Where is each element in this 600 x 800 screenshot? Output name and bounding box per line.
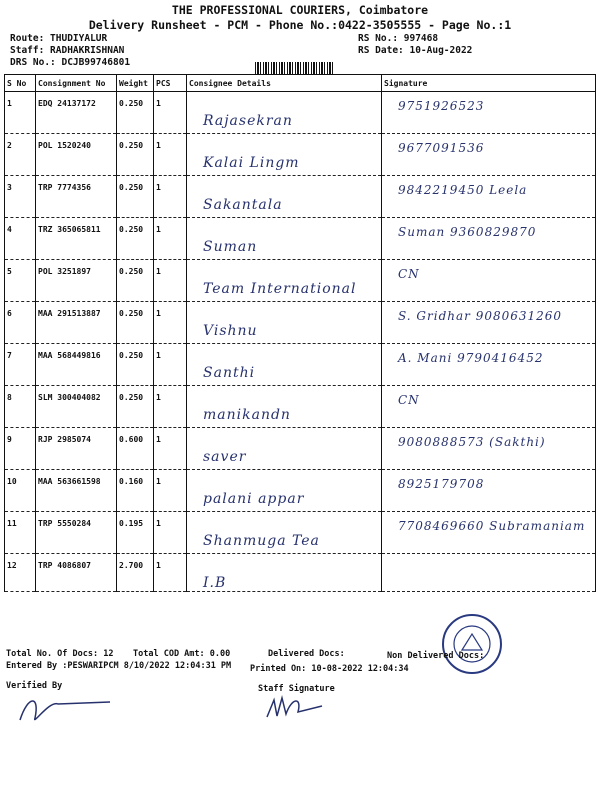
consignee-cell (187, 218, 382, 260)
consignment-cell: MAA 568449816 (36, 344, 117, 386)
consignee-cell (187, 428, 382, 470)
signature-handwriting: 7708469660 Subramaniam (398, 519, 586, 533)
consignment-cell: RJP 2985074 (36, 428, 117, 470)
consignee-cell (187, 554, 382, 592)
signature-cell (382, 344, 596, 386)
sno-cell: 10 (5, 470, 36, 512)
signature-cell (382, 512, 596, 554)
pcs-cell: 1 (154, 512, 187, 554)
table-row (5, 260, 596, 302)
table-row (5, 344, 596, 386)
pcs-cell: 1 (154, 302, 187, 344)
col-signature: Signature (382, 75, 596, 92)
consignee-cell (187, 386, 382, 428)
table-row (5, 218, 596, 260)
verified-by-label: Verified By (6, 681, 63, 691)
rs-number: RS No.: 997468 (358, 33, 439, 44)
weight-cell: 0.195 (117, 512, 154, 554)
signature-handwriting: 9080888573 (Sakthi) (398, 435, 546, 449)
weight-cell: 0.250 (117, 344, 154, 386)
weight-cell: 0.250 (117, 134, 154, 176)
total-docs: Total No. Of Docs: 12 (6, 649, 114, 659)
weight-cell: 0.250 (117, 218, 154, 260)
route: Route: THUDIYALUR (10, 33, 108, 44)
consignee-handwriting: Vishnu (203, 323, 258, 339)
table-row (5, 554, 596, 592)
signature-cell (382, 218, 596, 260)
weight-cell: 0.250 (117, 92, 154, 134)
staff-signature-label: Staff Signature (258, 684, 335, 694)
signature-cell (382, 428, 596, 470)
rs-date: RS Date: 10-Aug-2022 (358, 45, 473, 56)
verifier-signature (10, 690, 120, 728)
sno-cell: 4 (5, 218, 36, 260)
pcs-cell: 1 (154, 260, 187, 302)
weight-cell: 2.700 (117, 554, 154, 592)
sno-cell: 8 (5, 386, 36, 428)
table-row (5, 134, 596, 176)
consignment-cell: SLM 300404082 (36, 386, 117, 428)
consignment-cell: POL 1520240 (36, 134, 117, 176)
delivered-docs: Delivered Docs: (268, 649, 345, 659)
sno-cell: 12 (5, 554, 36, 592)
consignee-cell (187, 302, 382, 344)
consignee-cell (187, 512, 382, 554)
consignee-handwriting: Santhi (203, 365, 256, 381)
consignment-cell: TRP 4086807 (36, 554, 117, 592)
table-row (5, 470, 596, 512)
consignee-handwriting: Shanmuga Tea (203, 533, 320, 549)
pcs-cell: 1 (154, 176, 187, 218)
signature-cell (382, 554, 596, 592)
signature-handwriting: 9751926523 (398, 99, 485, 113)
sno-cell: 5 (5, 260, 36, 302)
pcs-cell: 1 (154, 554, 187, 592)
signature-cell (382, 92, 596, 134)
sno-cell: 1 (5, 92, 36, 134)
signature-handwriting: CN (398, 267, 420, 281)
consignee-cell (187, 260, 382, 302)
signature-handwriting: 9677091536 (398, 141, 485, 155)
signature-cell (382, 260, 596, 302)
weight-cell: 0.250 (117, 260, 154, 302)
printed-on: Printed On: 10-08-2022 12:04:34 (250, 664, 409, 674)
pcs-cell: 1 (154, 344, 187, 386)
signature-cell (382, 302, 596, 344)
table-row (5, 176, 596, 218)
consignee-cell (187, 92, 382, 134)
consignee-handwriting: Rajasekran (203, 113, 293, 129)
signature-cell (382, 386, 596, 428)
table-row (5, 428, 596, 470)
consignee-handwriting: Team International (203, 281, 357, 297)
bank-stamp (440, 612, 504, 676)
consignee-cell (187, 176, 382, 218)
consignment-cell: TRP 5550284 (36, 512, 117, 554)
consignment-cell: TRZ 365065811 (36, 218, 117, 260)
consignee-cell (187, 134, 382, 176)
sno-cell: 7 (5, 344, 36, 386)
company-title: THE PROFESSIONAL COURIERS, Coimbatore (171, 3, 429, 17)
table-row (5, 512, 596, 554)
col-consignee: Consignee Details (187, 75, 382, 92)
consignment-cell: MAA 291513887 (36, 302, 117, 344)
consignee-cell (187, 470, 382, 512)
sno-cell: 3 (5, 176, 36, 218)
consignee-cell (187, 344, 382, 386)
consignee-handwriting: I.B (203, 575, 227, 591)
total-cod: Total COD Amt: 0.00 (133, 649, 231, 659)
sno-cell: 6 (5, 302, 36, 344)
barcode (255, 62, 333, 74)
runsheet-table (4, 74, 596, 592)
col-weight: Weight (117, 75, 154, 92)
consignment-cell: MAA 563661598 (36, 470, 117, 512)
signature-handwriting: CN (398, 393, 420, 407)
consignee-handwriting: manikandn (203, 407, 291, 423)
signature-handwriting: 9842219450 Leela (398, 183, 528, 197)
table-row (5, 386, 596, 428)
consignment-cell: TRP 7774356 (36, 176, 117, 218)
weight-cell: 0.250 (117, 176, 154, 218)
pcs-cell: 1 (154, 218, 187, 260)
pcs-cell: 1 (154, 92, 187, 134)
consignee-handwriting: palani appar (203, 491, 305, 507)
sno-cell: 9 (5, 428, 36, 470)
staff: Staff: RADHAKRISHNAN (10, 45, 125, 56)
signature-handwriting: 8925179708 (398, 477, 485, 491)
sno-cell: 2 (5, 134, 36, 176)
table-row (5, 302, 596, 344)
consignee-handwriting: Kalai Lingm (203, 155, 300, 171)
signature-handwriting: A. Mani 9790416452 (398, 351, 544, 365)
consignment-cell: POL 3251897 (36, 260, 117, 302)
table-row (5, 92, 596, 134)
staff-signature (262, 692, 332, 722)
consignee-handwriting: saver (203, 449, 247, 465)
pcs-cell: 1 (154, 134, 187, 176)
consignee-handwriting: Suman (203, 239, 258, 255)
weight-cell: 0.600 (117, 428, 154, 470)
runsheet-title: Delivery Runsheet - PCM - Phone No.:0422-3505555 - Page No.:1 (88, 18, 512, 32)
signature-handwriting: Suman 9360829870 (398, 225, 537, 239)
signature-cell (382, 470, 596, 512)
signature-cell (382, 176, 596, 218)
weight-cell: 0.160 (117, 470, 154, 512)
consignment-cell: EDQ 24137172 (36, 92, 117, 134)
col-sno: S No (5, 75, 36, 92)
non-delivered-docs: Non Delivered Docs: (387, 651, 485, 661)
signature-cell (382, 134, 596, 176)
weight-cell: 0.250 (117, 302, 154, 344)
pcs-cell: 1 (154, 470, 187, 512)
consignee-handwriting: Sakantala (203, 197, 283, 213)
pcs-cell: 1 (154, 428, 187, 470)
col-pcs: PCS (154, 75, 187, 92)
sno-cell: 11 (5, 512, 36, 554)
col-consignment: Consignment No (36, 75, 117, 92)
drs-number: DRS No.: DCJB99746801 (10, 57, 131, 68)
table-header (5, 75, 596, 92)
pcs-cell: 1 (154, 386, 187, 428)
entered-by: Entered By :PESWARIPCM 8/10/2022 12:04:31 PM (6, 661, 232, 671)
weight-cell: 0.250 (117, 386, 154, 428)
signature-handwriting: S. Gridhar 9080631260 (398, 309, 563, 323)
